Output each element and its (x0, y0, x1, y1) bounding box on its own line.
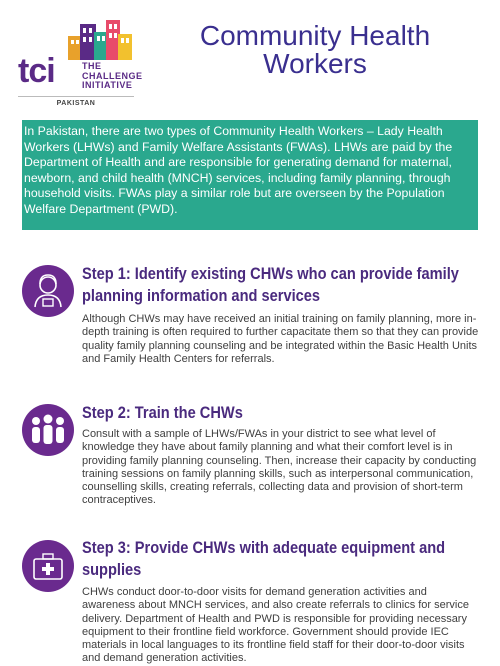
intro-text: In Pakistan, there are two types of Community Health Workers – Lady Health Workers (LHWs) and Family Welfare Assistants (FWAs). LHWs are paid by the Department of Health and are responsible for generating demand for maternal, newborn, and child health (MNCH) services, including family planning, through household visits. FWAs play a similar role but are overseen by the Population Welfare Department (PWD). (24, 124, 453, 216)
buildings-logo-icon (68, 18, 134, 62)
logo-country: PAKISTAN (56, 100, 96, 107)
step-2-body (82, 428, 482, 508)
logo-wordmark (82, 62, 143, 91)
page-title: Community Health Workers (199, 20, 431, 79)
intro-box (22, 120, 478, 230)
step-1-body (82, 313, 482, 366)
health-worker-icon (22, 265, 74, 317)
step-2-title: Step 2: Train the CHWs (82, 403, 243, 422)
step-3-text: CHWs conduct door-to-door visits for demand generation activities and awareness about MNCH services, and also create referrals to clinics for service delivery. Department of Health and PWD is responsible for providing necessary equipment to their frontline field workforce. Government should provide IEC materials in local languages to its frontline field staff for their door-to-door visits and demand generation activities. (82, 586, 469, 665)
logo-line-2: CHALLENGE (82, 70, 143, 81)
logo-brand: tci (18, 52, 55, 90)
medical-kit-icon (22, 540, 74, 592)
logo-divider (18, 96, 134, 97)
step-1-title: Step 1: Identify existing CHWs who can provide family planning information and services (82, 264, 459, 305)
step-3-body (82, 586, 482, 665)
step-3-title: Step 3: Provide CHWs with adequate equipment and supplies (82, 538, 446, 579)
step-1-text: Although CHWs may have received an initial training on family planning, more in-depth training is often required to further capacitate them so that they can provide quality family planning counseling and be integrated within the Basic Health Units and Family Health Centers for referrals. (82, 313, 479, 365)
tci-logo (14, 14, 143, 110)
logo-line-3: INITIATIVE (82, 80, 133, 90)
step-2-text: Consult with a sample of LHWs/FWAs in your district to see what level of knowledge they have about family planning and what their comfort level is in providing family planning counseling. Then, increase their capacity by conducting training sessions on family planning skills, such as interpersonal communication, counselling skills, creating referrals, collecting data and provision of short-term contraceptives. (82, 428, 477, 507)
logo-line-1: THE (82, 61, 102, 71)
group-icon (22, 404, 74, 456)
